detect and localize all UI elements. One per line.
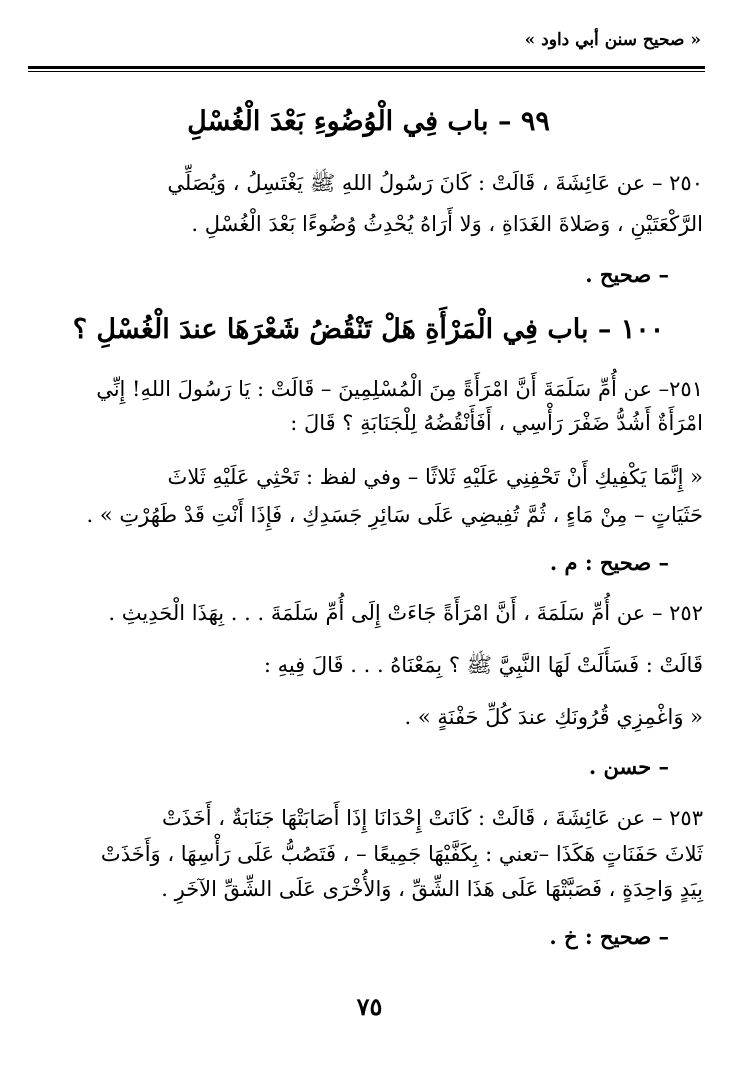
hadith-252-quote: « وَاغْمِزِي قُرُونَكِ عندَ كُلِّ حَفْنَةٍ » . [404, 705, 703, 729]
running-header: « صحيح سنن أبي داود » [524, 30, 701, 50]
hadith-251-quote-line-1: « إِنَّمَا يَكْفِيكِ أَنْ تَحْفِنِي عَلَيْهِ ثَلاثًا – وفي لفظ : تَحْثِي عَلَيْهِ ثَلاثَ [167, 465, 703, 489]
hadith-253-line-2: ثَلاثَ حَفَنَاتٍ هَكَذَا –تعني : بِكَفَّيْهَا جَمِيعًا – ، فَتَصُبُّ عَلَى رَأْسِهَا ، وَأَخَذَتْ [100, 842, 703, 866]
hadith-251-line-2: امْرَأَةٌ أَشُدُّ ضَفْرَ رَأْسِي ، أَفَأَنْقُضُهُ لِلْجَنَابَةِ ؟ قَالَ : [290, 411, 703, 435]
hadith-253-line-3: بِيَدٍ وَاحِدَةٍ ، فَصَبَّتْهَا عَلَى هَذَا الشِّقِّ ، وَالأُخْرَى عَلَى الشِّقِّ الآخَرِ . [161, 877, 703, 901]
hadith-250-line-1: ٢٥٠ – عن عَائِشَةَ ، قَالَتْ : كَانَ رَسُولُ اللهِ ﷺ يَغْتَسِلُ ، وَيُصَلِّي [167, 171, 703, 195]
hadith-250-line-2: الرَّكْعَتَيْنِ ، وَصَلاةَ الغَدَاةِ ، وَلا أَرَاهُ يُحْدِثُ وُضُوءًا بَعْدَ الْغُسْلِ . [191, 212, 703, 236]
hadith-251-line-1: ٢٥١– عن أُمِّ سَلَمَةَ أَنَّ امْرَأَةً مِنَ الْمُسْلِمِينَ – قَالَتْ : يَا رَسُولَ اللهِ! إِنِّي [96, 377, 703, 401]
hadith-253-line-1: ٢٥٣ – عن عَائِشَةَ ، قَالَتْ : كَانَتْ إِحْدَانَا إِذَا أَصَابَتْهَا جَنَابَةٌ ، أَخَذَتْ [161, 806, 703, 830]
page-number: ٧٥ [356, 992, 383, 1021]
hadith-250-grade: – صحيح . [585, 262, 669, 287]
hadith-253-grade: – صحيح : خ . [549, 924, 669, 949]
hadith-252-grade: – حسن . [588, 754, 669, 779]
header-rule [28, 66, 705, 69]
hadith-251-quote-line-2: حَثَيَاتٍ – مِنْ مَاءٍ ، ثُمَّ تُفِيضِي عَلَى سَائِرِ جَسَدِكِ ، فَإِذَا أَنْتِ قَدْ طَهُرْتِ » . [86, 503, 703, 527]
hadith-251-grade: – صحيح : م . [549, 550, 669, 575]
chapter-heading-100: ١٠٠ – باب فِي الْمَرْأَةِ هَلْ تَنْقُضُ شَعْرَهَا عندَ الْغُسْلِ ؟ [72, 314, 665, 345]
header-rule-thin [28, 71, 705, 72]
hadith-252-line-1: ٢٥٢ – عن أُمِّ سَلَمَةَ ، أَنَّ امْرَأَةً جَاءَتْ إِلَى أُمِّ سَلَمَةَ . . . بِهَذَا الْحَدِيثِ . [108, 601, 703, 625]
hadith-252-line-2: قَالَتْ : فَسَأَلَتْ لَهَا النَّبِيَّ ﷺ ؟ بِمَعْنَاهُ . . . قَالَ فِيهِ : [263, 653, 703, 677]
chapter-heading-99: ٩٩ – باب فِي الْوُضُوءِ بَعْدَ الْغُسْلِ [187, 106, 550, 137]
